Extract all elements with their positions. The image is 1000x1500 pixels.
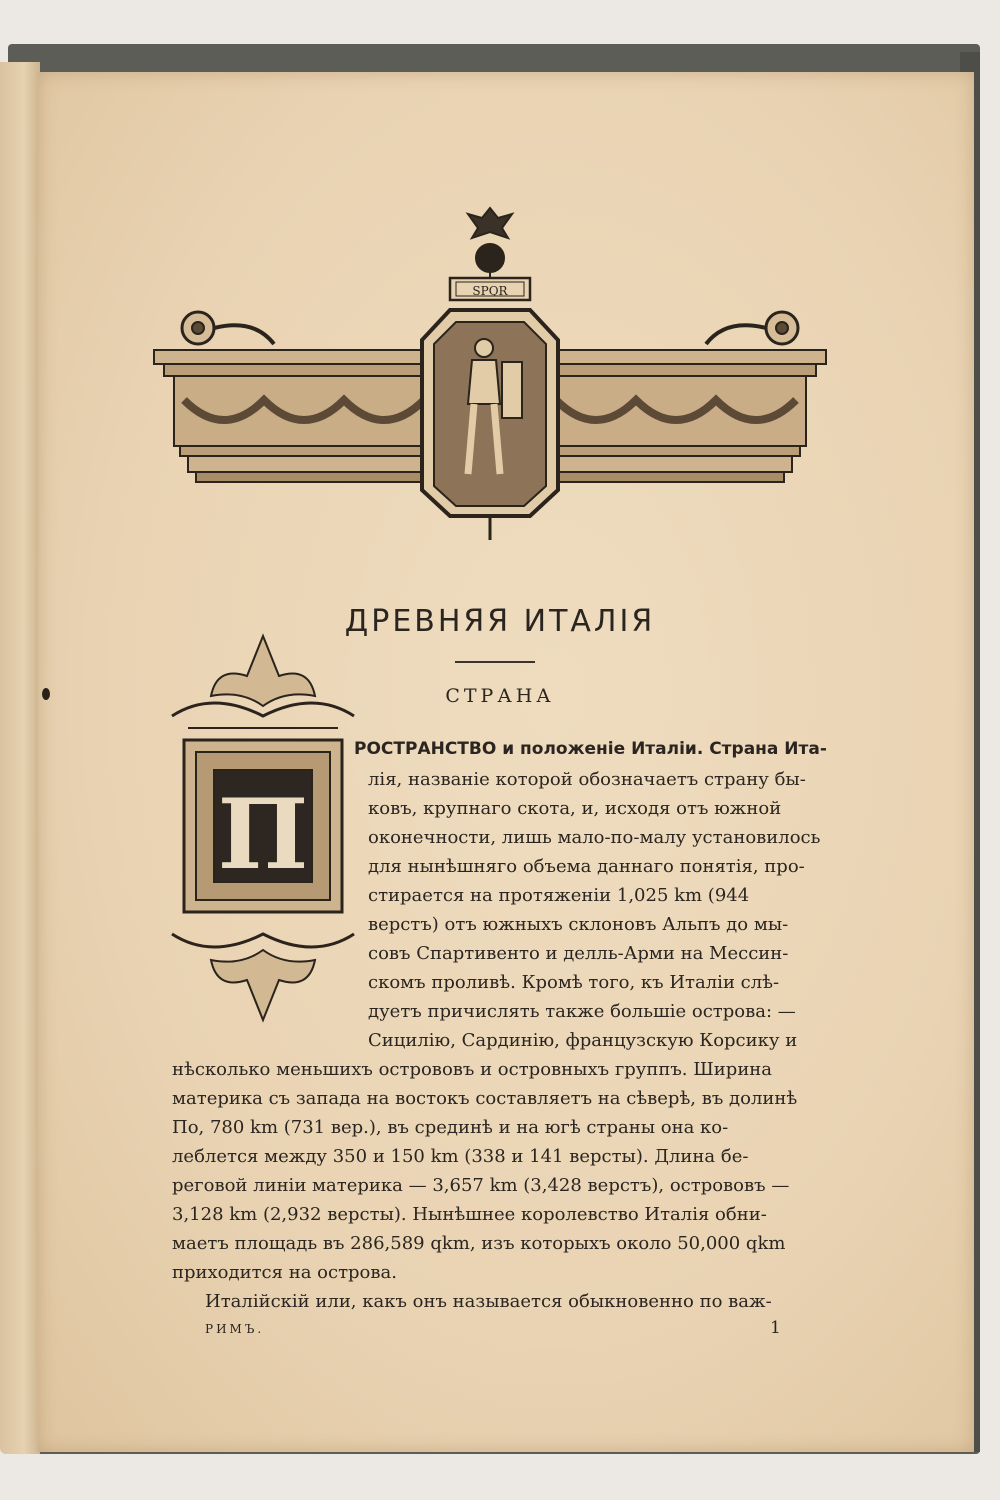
body-line: маетъ площадь въ 286,589 qkm, изъ которыхъ около 50,000 qkm (172, 1233, 786, 1254)
body-line: 3,128 km (2,932 версты). Нынѣшнее королевство Италія обни- (172, 1204, 767, 1225)
body-line: лія, названіе которой обозначаетъ страну бы- (368, 769, 806, 790)
body-line: РОСТРАНСТВО и положеніе Италіи. Страна Ита- (354, 739, 827, 759)
body-line: стирается на протяженіи 1,025 km (944 (368, 885, 750, 906)
body-line: материка съ запада на востокъ составляетъ на сѣверѣ, въ долинѣ (172, 1088, 798, 1109)
initial-letter: П (217, 778, 309, 891)
body-line: Сицилію, Сардинію, французскую Корсику и (368, 1030, 798, 1051)
body-line: верстъ) отъ южныхъ склоновъ Альпъ до мы- (368, 914, 789, 935)
body-line: ковъ, крупнаго скота, и, исходя отъ южной (368, 798, 782, 819)
body-line: По, 780 km (731 вер.), въ срединѣ и на югѣ страны она ко- (172, 1117, 729, 1138)
body-line: леблется между 350 и 150 km (338 и 141 версты). Длина бе- (172, 1146, 749, 1167)
body-line: Италійскій или, какъ онъ называется обыкновенно по важ- (205, 1291, 772, 1312)
body-line: нѣсколько меньшихъ острововъ и островныхъ группъ. Ширина (172, 1059, 773, 1080)
chapter-title: ДРЕВНЯЯ ИТАЛІЯ (344, 604, 656, 639)
body-line: для нынѣшняго объема даннаго понятія, про- (368, 856, 805, 877)
section-subtitle: СТРАНА (445, 685, 555, 707)
body-line: скомъ проливѣ. Кромѣ того, къ Италіи слѣ- (368, 972, 780, 993)
body-line: приходится на острова. (172, 1262, 397, 1283)
sheet-number: 1 (770, 1318, 781, 1338)
spqr-inscription: SPQR (472, 284, 508, 298)
body-line: оконечности, лишь мало-по-малу установилось (368, 827, 821, 848)
body-line: совъ Спартивенто и делль-Арми на Мессин- (368, 943, 789, 964)
body-line: дуетъ причислять также большіе острова: — (368, 1001, 796, 1022)
body-line: реговой линіи материка — 3,657 km (3,428 верстъ), острововъ — (172, 1175, 790, 1196)
signature-mark: РИМЪ. (205, 1322, 265, 1336)
